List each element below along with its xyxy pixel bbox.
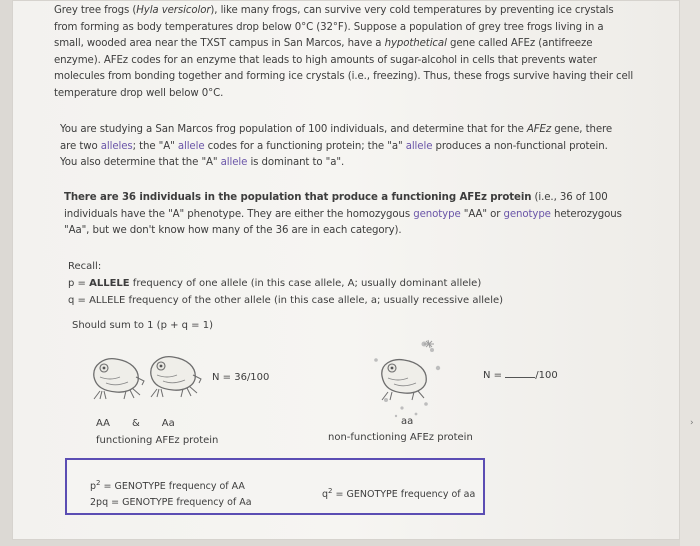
- nonfunctioning-label: non-functioning AFEz protein: [328, 432, 473, 443]
- recall-block: [68, 258, 548, 309]
- study-text: gene, there are two: [60, 124, 613, 152]
- frozen-frog-image: [368, 338, 448, 418]
- n-suffix: /100: [535, 370, 558, 381]
- study-text: is dominant to "a".: [247, 157, 345, 168]
- intro-paragraph: [54, 3, 634, 102]
- genotype-link[interactable]: genotype: [503, 208, 551, 220]
- study-text: produces a non-functional protein. You also determine that the "A": [60, 140, 608, 168]
- gene-name: AFEz: [526, 124, 552, 135]
- individuals-paragraph: [64, 190, 624, 240]
- allele-link[interactable]: allele: [220, 157, 248, 168]
- study-text: You are studying a San Marcos frog population of 100 individuals, and determine that for the: [60, 124, 527, 135]
- study-text: ; the "A": [132, 140, 178, 152]
- intro-text: gene called AFEz (antifreeze enzyme). AFEz codes for an enzyme that leads to high amounts of sugar-alcohol in cells that prevents water molecules from bonding together and forming ice crystals (i.e., freezing). Thus, these frogs survive having their cell temperature drop well below 0°C.: [54, 38, 634, 99]
- q-squared-text: = GENOTYPE frequency of aa: [332, 489, 476, 501]
- recall-heading: Recall:: [68, 261, 102, 272]
- individuals-text: (i.e., 36 of 100 individuals have the "A" phenotype. They are either the homozygous: [64, 192, 608, 220]
- individuals-text: "AA" or: [460, 208, 504, 220]
- allele-link[interactable]: allele: [177, 140, 205, 152]
- genotype-link[interactable]: genotype: [413, 208, 461, 220]
- genotype-frequency-left: [90, 475, 252, 511]
- ampersand: &: [131, 418, 140, 429]
- n-prefix: N =: [483, 370, 506, 381]
- n-functioning-label: N = 36/100: [212, 372, 270, 383]
- genotype-AA: AA: [96, 418, 110, 429]
- frog-image-Aa: [143, 345, 205, 399]
- intro-text: ), like many frogs, can survive very cold temperatures by preventing ice crystals from forming as body temperatures drop below 0°C (32°F). Suppose a population of grey tree frogs living in a small, wooded area near the TXST campus in San Marcos, have a: [54, 5, 614, 49]
- study-text: codes for a functioning protein; the "a": [204, 140, 406, 152]
- study-paragraph: [60, 122, 626, 172]
- sum-rule: Should sum to 1 (p + q = 1): [72, 320, 214, 331]
- margin-mark: ›: [690, 418, 694, 428]
- superscript: 2: [96, 479, 101, 487]
- q-symbol: q: [322, 489, 329, 501]
- p-prefix: p =: [68, 278, 90, 289]
- p-symbol: p: [90, 481, 97, 493]
- genotype-aa: aa: [401, 416, 414, 427]
- allele-link[interactable]: allele: [405, 140, 433, 152]
- hypothetical-word: hypothetical: [384, 38, 447, 49]
- p-rest: frequency of one allele (in this case allele, A; usually dominant allele): [129, 278, 482, 289]
- functioning-label: functioning AFEz protein: [96, 435, 219, 446]
- two-pq-line: 2pq = GENOTYPE frequency of Aa: [90, 497, 252, 509]
- genotype-Aa: Aa: [161, 418, 175, 429]
- p-definition: [68, 275, 548, 292]
- superscript: 2: [328, 487, 333, 495]
- p-squared-line: [90, 475, 252, 495]
- allele-bold: ALLELE: [89, 278, 130, 289]
- n-blank-line[interactable]: [505, 368, 535, 378]
- species-name: Hyla versicolor: [136, 5, 211, 16]
- q-squared-line: [322, 487, 475, 500]
- frog-image-AA: [86, 347, 148, 401]
- individuals-text: heterozygous "Aa", but we don't know how many of the 36 are in each category).: [64, 208, 622, 236]
- p-squared-text: = GENOTYPE frequency of AA: [100, 481, 245, 493]
- n-nonfunctioning-label: [483, 368, 558, 381]
- individuals-bold-text: There are 36 individuals in the population that produce a functioning AFEz protein: [64, 192, 532, 203]
- q-definition: q = ALLELE frequency of the other allele (in this case allele, a; usually recessive allele): [68, 295, 504, 306]
- intro-text: Grey tree frogs (: [54, 5, 137, 16]
- alleles-link[interactable]: alleles: [100, 140, 133, 152]
- page-margin: [680, 0, 700, 546]
- functioning-genotypes: [96, 418, 197, 429]
